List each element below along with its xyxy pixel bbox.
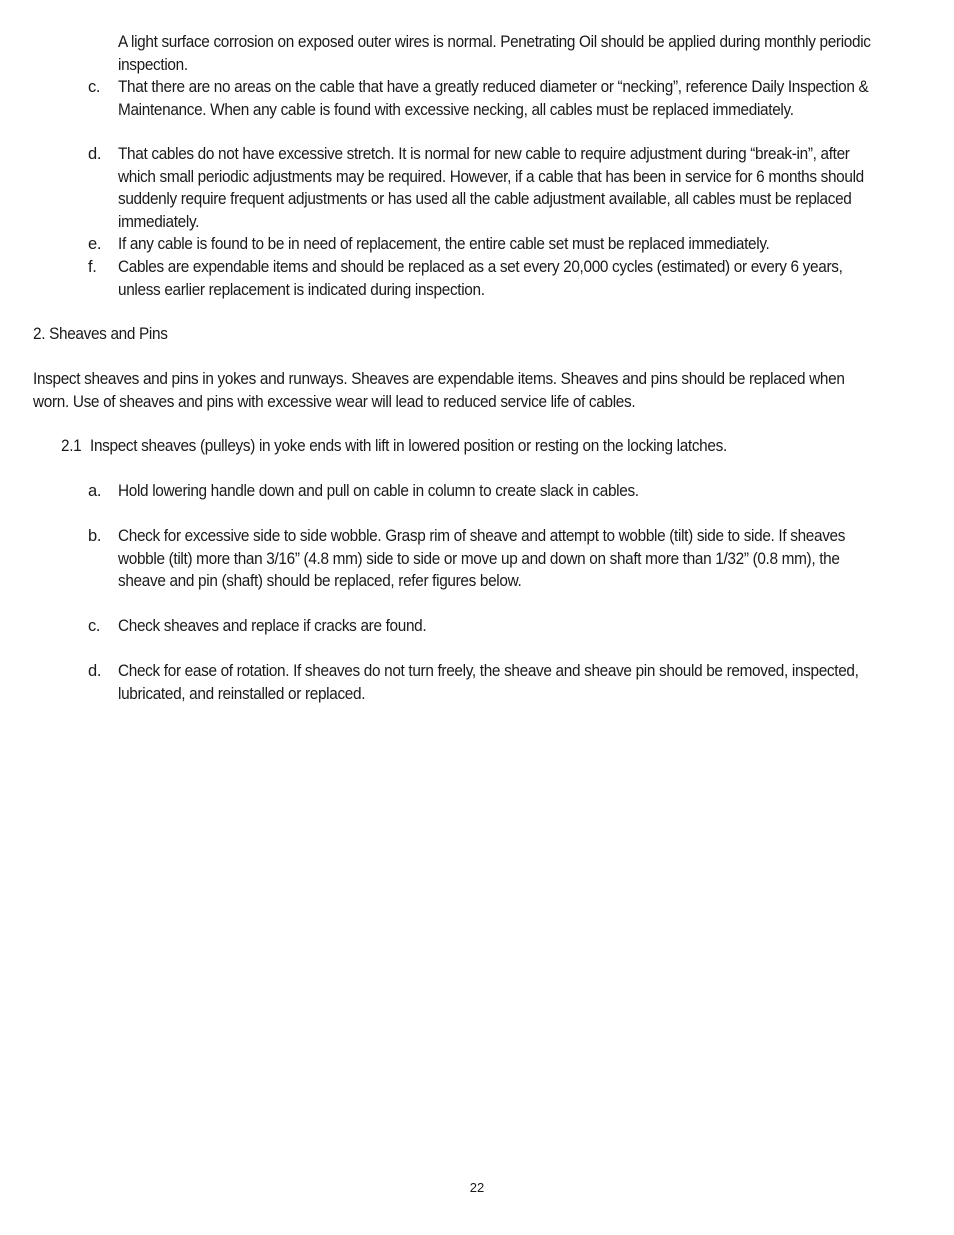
section-intro-paragraph: Inspect sheaves and pins in yokes and runways. Sheaves are expendable items. Sheaves and pins should be replaced when worn. Use of sheaves and pins with excessive wear will lead to reduced service life of cables.: [33, 370, 845, 411]
list-marker: e.: [88, 235, 102, 253]
list-marker: a.: [88, 482, 102, 500]
list-marker: c.: [88, 617, 101, 635]
list-item-text: That cables do not have excessive stretch. It is normal for new cable to require adjustment during “break-in”, after which small periodic adjustments may be required. However, if a cable that has been in service for 6 months should suddenly require frequent adjustments or has used all the cable adjustment available, all cables must be replaced immediately.: [118, 145, 864, 231]
list-marker: f.: [88, 258, 97, 276]
list-item-text: That there are no areas on the cable that have a greatly reduced diameter or “necking”, reference Daily Inspection & Maintenance. When any cable is found with excessive necking, all cables must be replaced immediately.: [118, 78, 869, 119]
list-item-text: Cables are expendable items and should be replaced as a set every 20,000 cycles (estimated) or every 6 years, unless earlier replacement is indicated during inspection.: [118, 258, 843, 299]
page-number: 22: [469, 1180, 485, 1195]
continuation-paragraph: A light surface corrosion on exposed outer wires is normal. Penetrating Oil should be applied during monthly periodic inspection.: [118, 33, 871, 74]
section-heading: 2. Sheaves and Pins: [33, 325, 168, 343]
list-item-text: Hold lowering handle down and pull on cable in column to create slack in cables.: [118, 482, 639, 500]
list-marker: d.: [88, 145, 102, 163]
list-item-text: Check sheaves and replace if cracks are found.: [118, 617, 427, 635]
list-marker: d.: [88, 662, 102, 680]
subsection-text: Inspect sheaves (pulleys) in yoke ends with lift in lowered position or resting on the locking latches.: [90, 437, 727, 455]
subsection-number: 2.1: [61, 437, 82, 455]
list-item-text: If any cable is found to be in need of replacement, the entire cable set must be replaced immediately.: [118, 235, 770, 253]
list-marker: c.: [88, 78, 101, 96]
list-item-text: Check for ease of rotation. If sheaves do not turn freely, the sheave and sheave pin should be removed, inspected, lubricated, and reinstalled or replaced.: [118, 662, 859, 703]
list-item-text: Check for excessive side to side wobble. Grasp rim of sheave and attempt to wobble (tilt) side to side. If sheaves wobble (tilt) more than 3/16” (4.8 mm) side to side or move up and down on shaft more than 1/32” (0.8 mm), the sheave and pin (shaft) should be replaced, refer figures below.: [118, 527, 846, 591]
list-marker: b.: [88, 527, 102, 545]
